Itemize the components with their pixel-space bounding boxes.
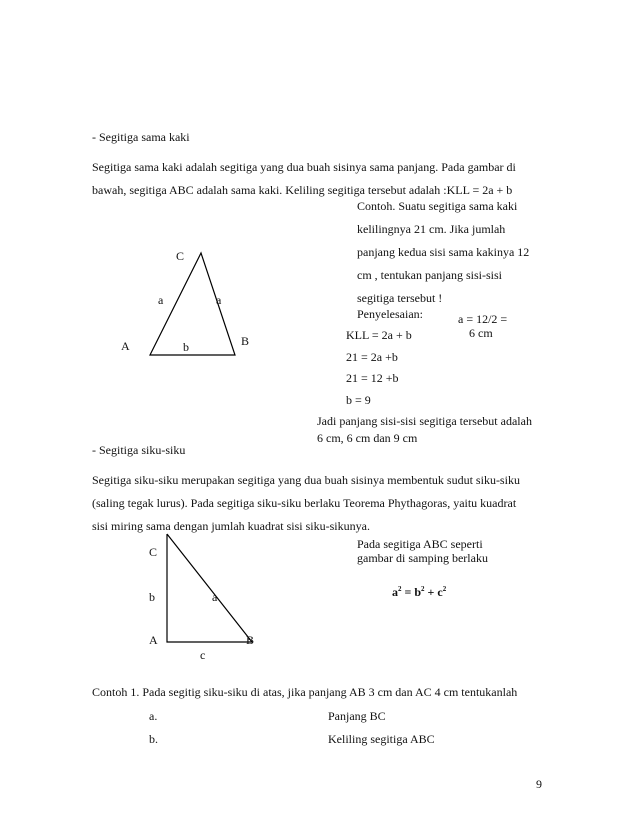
- page-number: 9: [536, 777, 542, 791]
- side-label-b: b: [183, 340, 189, 354]
- solution-line: 21 = 12 +b: [346, 371, 399, 385]
- side-label-a-hypotenuse: a: [212, 590, 218, 604]
- note-line: Pada segitiga ABC seperti: [357, 537, 483, 551]
- side-label-c: c: [200, 648, 206, 662]
- side-label-b: b: [149, 590, 155, 604]
- conclusion-line: Jadi panjang sisi-sisi segitiga tersebut adalah: [317, 414, 532, 428]
- section-heading-right-triangle: - Segitiga siku-siku: [92, 443, 186, 457]
- list-item: Panjang BC: [328, 709, 386, 723]
- paragraph-line: Segitiga sama kaki adalah segitiga yang dua buah sisinya sama panjang. Pada gambar di: [92, 160, 516, 174]
- example-1-line: Contoh 1. Pada segitig siku-siku di atas, jika panjang AB 3 cm dan AC 4 cm tentukanlah: [92, 685, 518, 699]
- side-label-a-left: a: [158, 293, 164, 307]
- paragraph-line: sisi miring sama dengan jumlah kuadrat sisi siku-sikunya.: [92, 519, 370, 533]
- paragraph-line: (saling tegak lurus). Pada segitiga siku-siku berlaku Teorema Phythagoras, yaitu kuadrat: [92, 496, 517, 510]
- list-marker: a.: [149, 709, 158, 723]
- vertex-label-a: A: [121, 339, 130, 353]
- solution-line: 21 = 2a +b: [346, 350, 398, 364]
- note-line: gambar di samping berlaku: [357, 551, 488, 565]
- side-label-a-right: a: [216, 293, 222, 307]
- list-marker: b.: [149, 732, 158, 746]
- side-calculation: 6 cm: [469, 326, 493, 340]
- example-line: panjang kedua sisi sama kakinya 12: [357, 245, 530, 259]
- paragraph-line: Segitiga siku-siku merupakan segitiga yang dua buah sisinya membentuk sudut siku-siku: [92, 473, 520, 487]
- conclusion-cut-line: 6 cm, 6 cm dan 9 cm: [317, 431, 418, 445]
- example-line: segitiga tersebut !: [357, 291, 443, 305]
- vertex-label-b: B: [246, 633, 255, 647]
- pythagoras-formula: $a^2 = b^2 + c^2$: [392, 585, 447, 599]
- vertex-label-b: B: [241, 334, 250, 348]
- paragraph-line: bawah, segitiga ABC adalah sama kaki. Keliling segitiga tersebut adalah :KLL = 2a + b: [92, 183, 513, 197]
- side-calculation: a = 12/2 =: [458, 312, 508, 326]
- example-line: kelilingnya 21 cm. Jika jumlah: [357, 222, 506, 236]
- example-line: Penyelesaian:: [357, 307, 423, 321]
- list-item: Keliling segitiga ABC: [328, 732, 435, 746]
- right-triangle: [167, 534, 252, 642]
- example-line: Contoh. Suatu segitiga sama kaki: [357, 199, 518, 213]
- section-heading-isosceles: - Segitiga sama kaki: [92, 130, 190, 144]
- example-line: cm , tentukan panjang sisi-sisi: [357, 268, 502, 282]
- vertex-label-c: C: [176, 249, 185, 263]
- vertex-label-a: A: [149, 633, 158, 647]
- solution-line: b = 9: [346, 393, 371, 407]
- solution-line: KLL = 2a + b: [346, 328, 412, 342]
- vertex-label-c: C: [149, 545, 158, 559]
